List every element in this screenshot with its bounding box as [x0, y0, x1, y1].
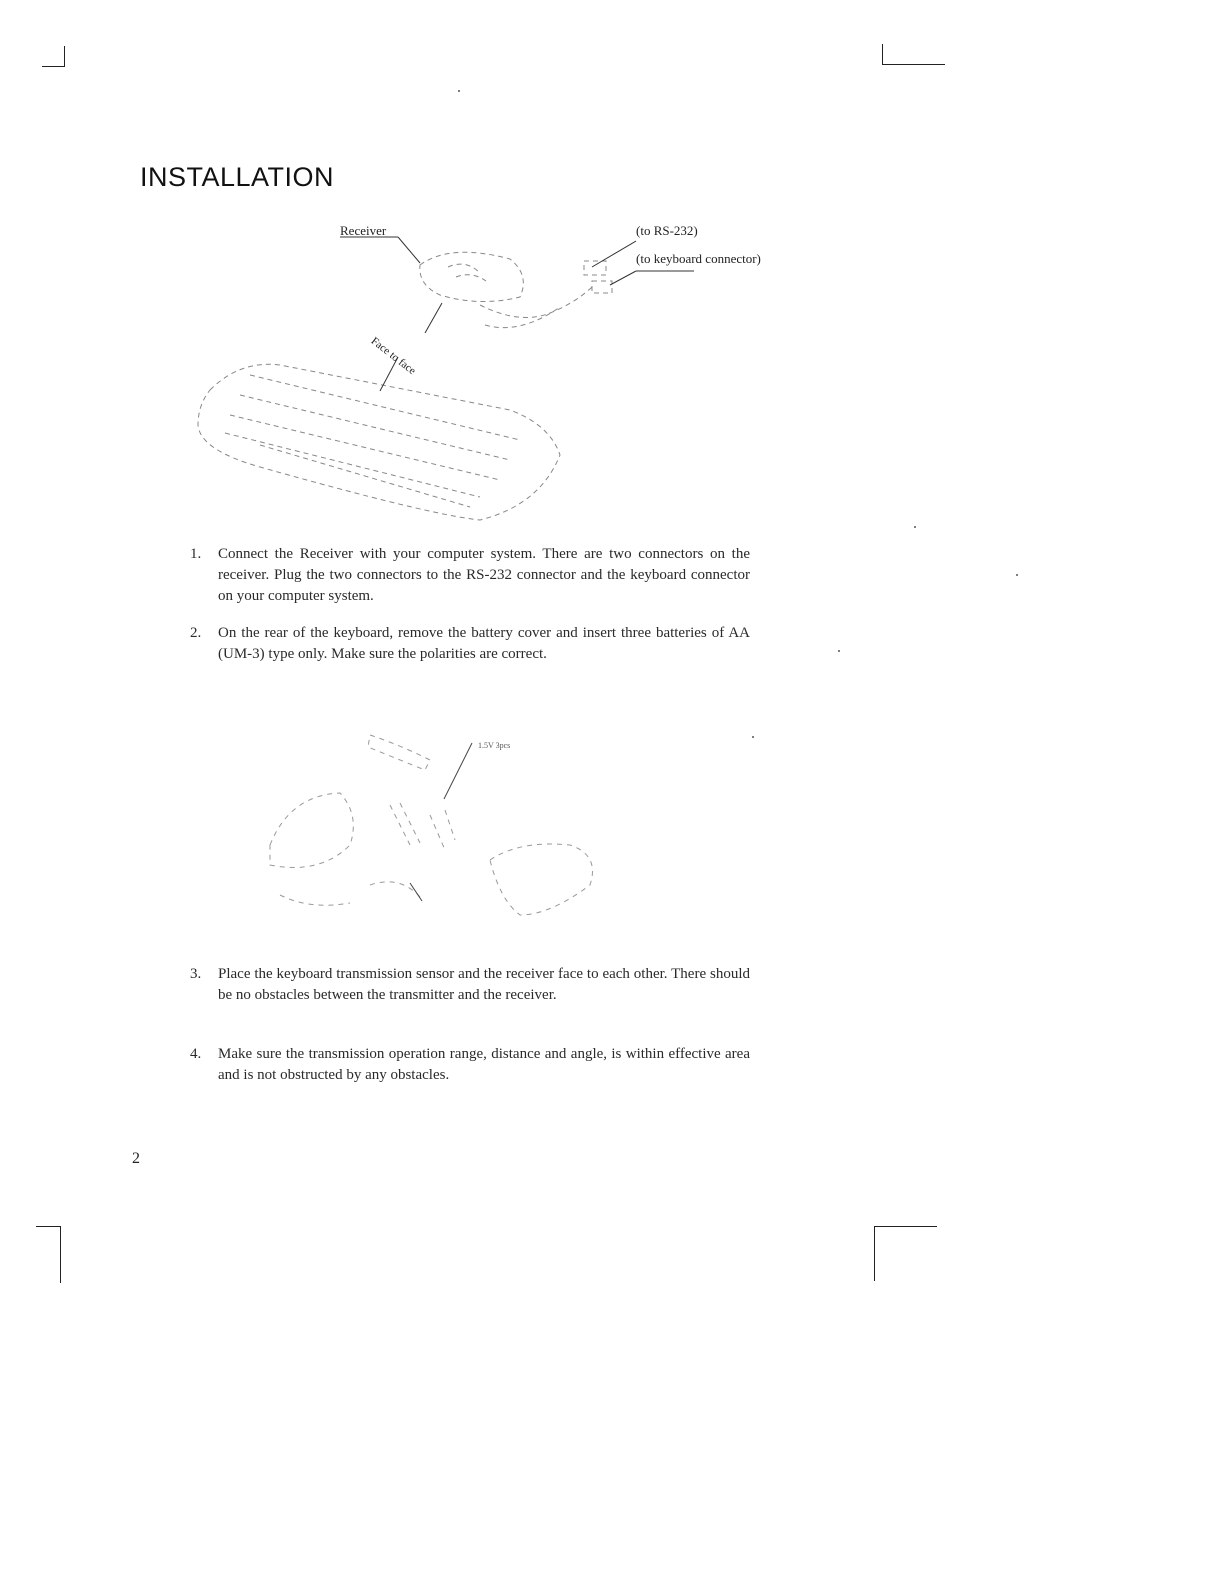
connector-shape: [584, 261, 606, 275]
instruction-step: [190, 623, 750, 665]
scan-speck: [752, 736, 754, 738]
scan-speck: [914, 526, 916, 528]
receiver-label: Receiver: [340, 223, 387, 238]
receiver-shape: [420, 252, 524, 301]
battery-label: 1.5V 3pcs: [478, 741, 511, 750]
rs232-label: (to RS-232): [636, 223, 698, 238]
face-to-face-label: Face to face: [368, 335, 418, 378]
instruction-step: [190, 544, 750, 607]
battery-installation-illustration: [250, 675, 640, 955]
keyboard-rear-shape: [270, 793, 353, 868]
keyboard-receiver-figure: [180, 215, 820, 535]
crop-mark-top-right: [882, 44, 945, 65]
keyboard-shape: [198, 364, 560, 520]
connector-shape: [592, 281, 612, 293]
step-number: 3.: [190, 966, 202, 982]
page-number: 2: [132, 1150, 140, 1167]
page-title: INSTALLATION: [140, 162, 335, 192]
scan-speck: [838, 650, 840, 652]
step-number: 1.: [190, 546, 202, 562]
step-text: Place the keyboard transmission sensor and the receiver face to each other. There should be no obstacles between the transmitter and the receiver.: [218, 966, 750, 1003]
step-number: 2.: [190, 625, 202, 641]
crop-mark-bottom-right: [874, 1226, 937, 1281]
step-number: 4.: [190, 1046, 202, 1062]
keyboard-connector-label: (to keyboard connector): [636, 251, 761, 266]
cable-shape: [480, 287, 592, 318]
battery-shape: [390, 805, 410, 845]
battery-cover-shape: [368, 735, 430, 770]
crop-mark-bottom-left: [36, 1226, 61, 1283]
scan-speck: [1016, 574, 1018, 576]
crop-mark-top-left: [42, 46, 65, 67]
battery-installation-figure: [250, 675, 640, 955]
instruction-step: [190, 1044, 750, 1086]
step-text: Connect the Receiver with your computer system. There are two connectors on the receiver. Plug the two connectors to the RS-232 connector and the keyboard connector on your computer system.: [218, 546, 750, 604]
step-text: On the rear of the keyboard, remove the battery cover and insert three batteries of AA (UM-3) type only. Make sure the polarities are correct.: [218, 625, 750, 662]
instruction-step: [190, 964, 750, 1006]
scan-speck: [458, 90, 460, 92]
step-text: Make sure the transmission operation range, distance and angle, is within effective area and is not obstructed by any obstacles.: [218, 1046, 750, 1083]
battery-compartment-shape: [490, 844, 593, 915]
